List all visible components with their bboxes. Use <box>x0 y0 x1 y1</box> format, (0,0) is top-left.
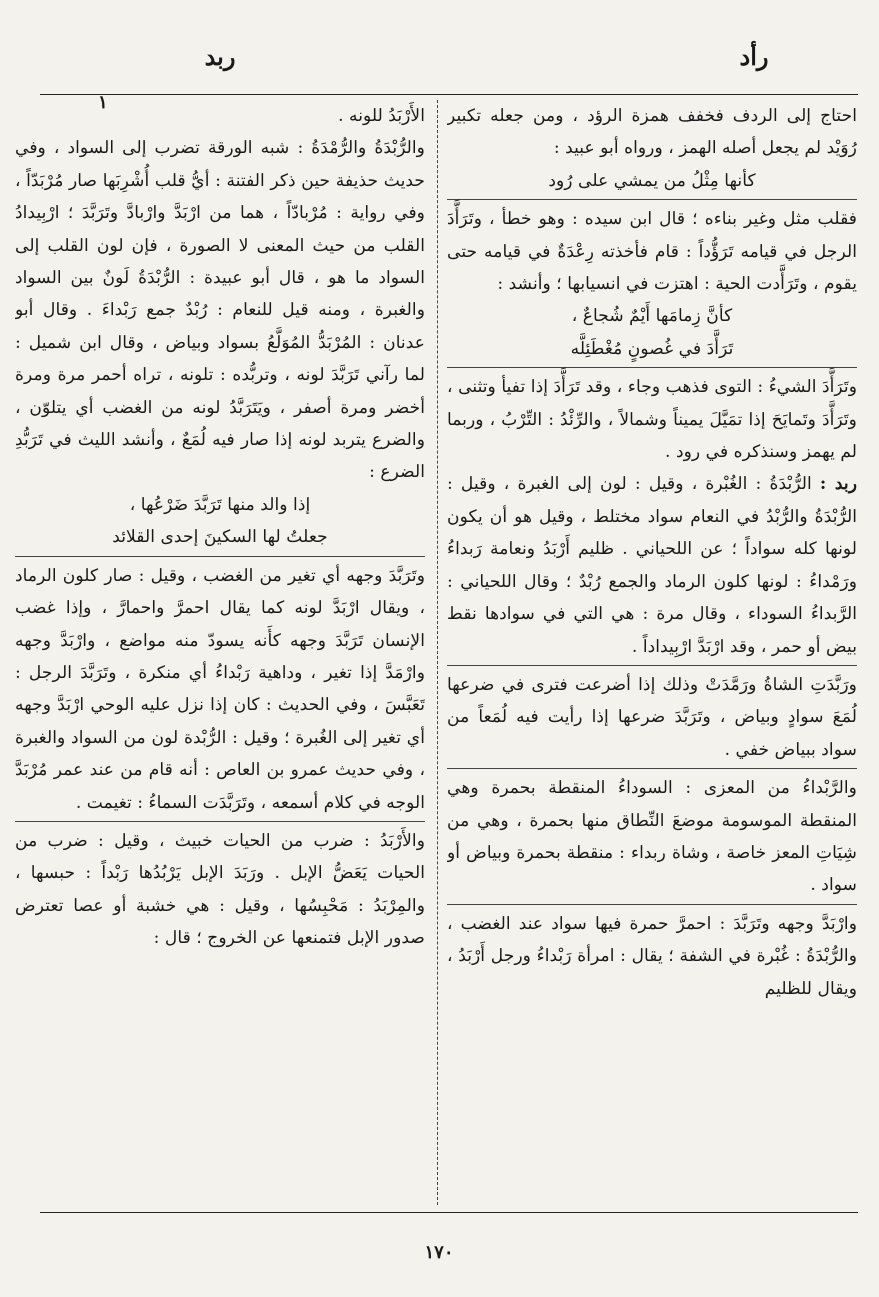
page-number: ١٧٠ <box>424 1242 454 1263</box>
right-paragraph-5: ورَبَّدَتِ الشاةُ ورَمَّدَتْ وذلك إذا أضرعت فترى في ضرعها لُمَعَ سوادٍ وبياض ، وتَرَبَّدَ ضرعها إذا رأيت فيه لُمَعاً من سواد ببياض خفي . <box>447 674 857 760</box>
left-paragraph-4: والأَرْبَدُ : ضرب من الحيات خبيث ، وقيل : ضرب من الحيات يَعَضُّ الإبل . ورَبَدَ الإبل يَرْبُدُها رَبْداً : حبسها ، والمِرْبَدُ : مَحْبِسُها ، وقيل : هي خشبة أو عصا تعترض صدور الإبل فتمنعها عن الخروج ؛ قال : <box>15 830 425 949</box>
verse-3-line-1: إذا والد منها تَرَبَّدَ ضَرْعُها ، <box>129 494 311 515</box>
footer-rule <box>40 1212 858 1213</box>
entry-rbd-text: الرُّبْدَةُ : الغُبْرة ، وقيل : لون إلى الغبرة ، وقيل : الرُّبْدَةُ والرُّبْدُ في النعام سواد مختلط ، وقيل هو أن يكون لونها كله سواداً ؛ عن اللحياني . ظليم أَرْبَدُ ونعامة رَبداءُ ورَمْداءُ : لونها كلون الرماد والجمع رُبْدٌ ؛ وقال اللحياني : الرَّبداءُ السوداء ، وقال مرة : هي التي في سوادها نقط بيض أو حمر ، وقد ارْبَدَّ ارْبِيداداً . <box>447 474 857 657</box>
verse-2-line-2: تَرَأَّدَ في غُصونٍ مُغْطَئِلَّه <box>570 338 734 359</box>
running-header-right: رأد <box>739 42 769 71</box>
right-paragraph-2: فقلب مثل وغير بناءه ؛ قال ابن سيده : وهو خطأ ، وتَرَأَّدَ الرجل في قيامه تَرَؤُّداً : قام فأخذته رِعْدَةٌ في قيامه حتى يقوم ، وتَرَأَّدت الحية : اهتزت في انسيابها ؛ وأنشد : <box>447 209 857 295</box>
entry-headword: ربد : <box>819 474 857 495</box>
left-column <box>15 100 425 1208</box>
right-column <box>447 100 857 1208</box>
entry-rbd-paragraph <box>447 468 857 662</box>
right-paragraph-6: والرَّبْداءُ من المعزى : السوداءُ المنقطة بحمرة وهي المنقطة الموسومة موضعَ النِّطاق منها بحمرة ، وهي من شِيَاتِ المعز خاصة ، وشاة ربداء : منقطة بحمرة وبياض أو سواد . <box>447 778 857 896</box>
section-separator <box>15 821 425 822</box>
section-separator <box>447 367 857 368</box>
section-separator <box>447 665 857 666</box>
section-separator <box>15 556 425 557</box>
section-separator <box>447 199 857 200</box>
section-separator <box>447 904 857 905</box>
left-paragraph-1: الأَرْبَدُ للونه . <box>338 106 425 126</box>
right-paragraph-7: وارْبَدَّ وجهه وتَرَبَّدَ : احمرَّ حمرة فيها سواد عند الغضب ، والرُّبْدَةُ : غُبْرة في الشفة ؛ يقال : امرأة رَبْداءُ ورجل أَرْبَدُ ، ويقال للظليم <box>447 913 857 999</box>
column-divider <box>437 100 438 1205</box>
left-paragraph-3: وتَرَبَّدَ وجهه أي تغير من الغضب ، وقيل : صار كلون الرماد ، ويقال ارْبَدَّ لونه كما يقال احمرَّ واحمارَّ ، وإذا غضب الإنسان تَرَبَّدَ وجهه كأَنه يسودّ منه مواضع ، وارْبَدَّ وجهه وارْمَدَّ إذا تغير ، وداهية رَبْداءُ أي منكرة ، وتَرَبَّدَ الرجل : تَعَبَّسَ ، وفي الحديث : كان إذا نزل عليه الوحي ارْبَدَّ وجهه أي تغير إلى الغُبرة ؛ وقيل : الرُّبْدة لون من السواد والغبرة ، وفي حديث عمرو بن العاص : أنه قام من عند عمر مُرْبَدَّ الوجه في كلام أسمعه ، وتَرَبَّدَت السماءُ : تغيمت . <box>15 565 425 813</box>
verse-1: كأنها مِثْلُ من يمشي على رُود <box>548 170 756 191</box>
verse-3-line-2: جعلتُ لها السكينَ إحدى القلائد <box>112 527 328 548</box>
left-paragraph-2: والرُّبْدَةُ والرُّمْدَةُ : شبه الورقة تضرب إلى السواد ، وفي حديث حذيفة حين ذكر الفتنة : أيُّ قلب أُشْرِبَها صار مُرْبَدّاً ، وفي رواية : مُرْبادّاً ، هما من ارْبَدَّ وارْبادَّ وتَرَبَّدَ ؛ ارْبِيدادُ القلب من حيث المعنى لا الصورة ، فإن لون القلب إلى السواد ما هو ، قال أبو عبيدة : الرُّبْدَةُ لَونٌ بين السواد والغبرة ، ومنه قيل للنعام : رُبْدٌ جمع رَبْداءَ . وقال أبو عدنان : المُرْبَدُّ المُوَلَّعُ بسواد وبياض ، وقال ابن شميل : لما رآني تَرَبَّدَ لونه ، وتربُّده : تلونه ، تراه أحمر مرة ومرة أخضر ومرة أصفر ، ويَتَرَبَّدُ لونه من الغضب أي يتلوّن ، والضرع يتربد لونه إذا صار فيه لُمَعٌ ، وأنشد الليث في تَرَبُّدِ الضرع : <box>15 138 425 483</box>
section-separator <box>447 768 857 769</box>
running-header-left: ربد <box>204 42 236 71</box>
verse-2-line-1: كأنَّ زِمامَها أَيْمٌ شُجاعٌ ، <box>571 306 733 327</box>
right-paragraph-3: وتَرَأَّدَ الشيءُ : التوى فذهب وجاء ، وقد تَرَأَّدَ إذا تفيأ وتثنى ، وتَرَأَّدَ وتَمايَحَ إذا تمَيَّلَ يميناً وشمالاً ، والرِّئْدُ : التِّرْبُ ، وربما لم يهمز وسنذكره في رود . <box>447 377 857 463</box>
right-paragraph-1: احتاج إلى الردف فخفف همزة الرؤد ، ومن جعله تكبير رُوَيْد لم يجعل أصله الهمز ، ورواه أبو عبيد : <box>447 106 857 159</box>
column-number: ١ <box>98 92 108 113</box>
header-rule <box>40 94 858 95</box>
